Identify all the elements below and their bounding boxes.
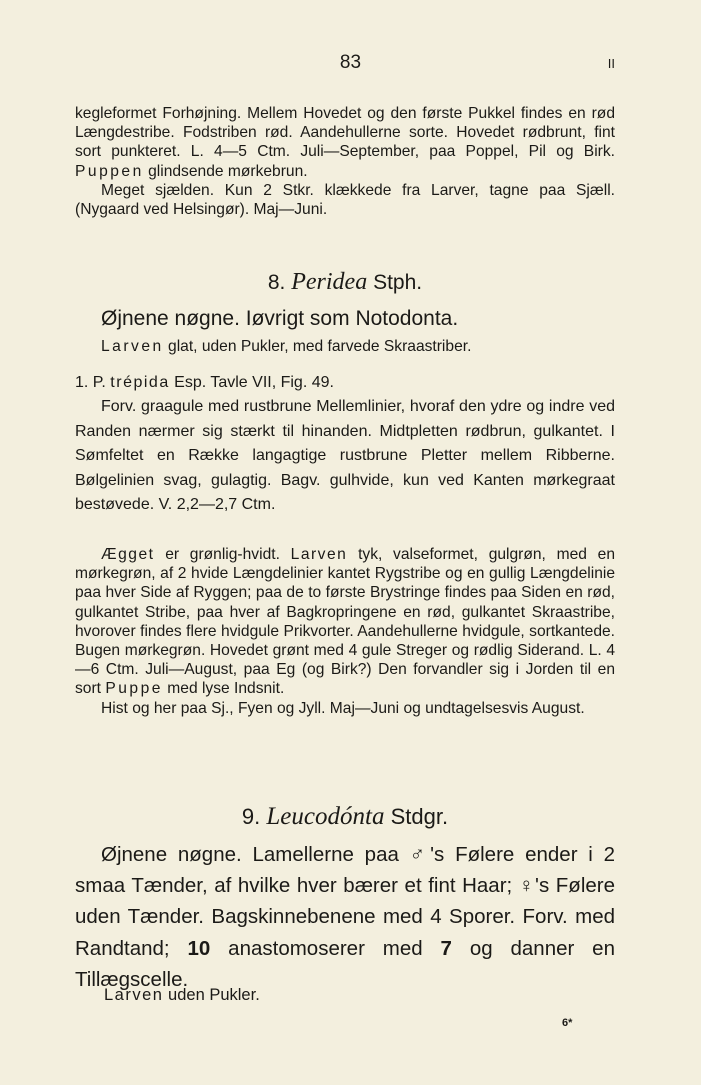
egg-description: er grønlig-hvidt. xyxy=(165,546,280,563)
section-9-heading xyxy=(75,803,615,831)
larva-paragraph xyxy=(75,545,615,699)
sheet-signature: II xyxy=(607,56,615,71)
species-title xyxy=(75,371,615,395)
genus-author-9: Stdgr. xyxy=(390,804,449,829)
larva-term: Larven xyxy=(101,338,164,355)
pupa-term: Puppen xyxy=(75,162,144,180)
egg-term: Ægget xyxy=(101,546,155,563)
section-number: 8. xyxy=(267,271,286,294)
intro-text-end: glindsende mørkebrun. xyxy=(148,162,308,180)
species-number: 1. P. xyxy=(75,374,106,391)
genus-name-9: Leucodónta xyxy=(266,803,385,830)
genus-name: Peridea xyxy=(291,269,368,295)
section-8-larva-line xyxy=(75,337,615,356)
intro-block xyxy=(75,104,615,219)
genus-author: Stph. xyxy=(373,271,423,294)
vein-number-7: 7 xyxy=(440,936,452,960)
intro-text: kegleformet Forhøjning. Mellem Hovedet og den første Pukkel findes en rød Længdestribe. Fodstriben rød. Aandehullerne sorte. Hovedet rødbrunt, fint sort punkteret. L. 4—5 Ctm. Juli—September, paa Poppel, Pil og Birk. xyxy=(75,105,615,161)
female-symbol: ♀ xyxy=(518,874,536,898)
diagnosis-text-a: Øjnene nøgne. Lamellerne paa xyxy=(101,843,399,866)
page-number: 83 xyxy=(339,52,362,73)
larva-term-2: Larven xyxy=(290,546,348,563)
pupa-term-2: Puppe xyxy=(105,680,163,698)
species-name: trépida xyxy=(110,374,170,391)
larva-description-9: uden Pukler. xyxy=(168,986,260,1004)
distribution-note: Hist og her paa Sj., Fyen og Jyll. Maj—Juni og undtagelsesvis August. xyxy=(101,699,585,717)
intro-paragraph xyxy=(75,104,615,181)
pupa-description: med lyse Indsnit. xyxy=(167,680,285,698)
diagnosis-text-e: og danner en Tillægscelle. xyxy=(75,936,615,991)
life-history-block xyxy=(75,545,615,718)
section-9-larva-line xyxy=(75,986,615,1005)
vein-number-10: 10 xyxy=(187,936,211,960)
larva-description: glat, uden Pukler, med farvede Skraastriber. xyxy=(168,338,472,355)
larva-detail: tyk, valseformet, gulgrøn, med en mørkegrøn, af 2 hvide Længdelinier kantet Rygstribe og en gullig Længdelinie paa hver Side af Ryggen; paa de to første Brystringe findes paa Siden en rød, gulkantet Stribe, paa hver af Bagkropringene en rød, gulkantet Skraastribe, hvorover findes flere hvidgule Prikvorter. Aandehullerne hvidgule, sortkantede. Bugen mørkegrøn. Hovedet grønt med 4 gule Streger og rødlig Siderand. L. 4—6 Ctm. Juli—August, paa Eg (og Birk?) Den forvandler sig i Jorden til en sort xyxy=(75,546,616,698)
diagnosis-text-c: 's Følere uden Tænder. Bagskinnebenene med 4 Sporer. Forv. med Randtand; xyxy=(75,874,615,960)
section-9-diagnosis xyxy=(75,839,615,995)
diagnosis-text-d: anastomoserer med xyxy=(228,936,423,960)
section-number-9: 9. xyxy=(241,804,261,829)
species-entry xyxy=(75,371,615,517)
section-8-diagnosis: Øjnene nøgne. Iøvrigt som Notodonta. xyxy=(101,307,459,330)
species-reference: Esp. Tavle VII, Fig. 49. xyxy=(174,374,334,391)
footer-signature: 6* xyxy=(562,1017,573,1029)
wing-description: Forv. graagule med rustbrune Mellemlinier, hvoraf den ydre og indre ved Randen nærmer sig stærkt til hinanden. Midtpletten rødbrun, gulkantet. I Sømfeltet en Række langagtige rustbrune Pletter mellem Ribberne. Bølgelinien svag, gulagtig. Bagv. gulhvide, kun ved Kanten mørkegraat bestøvede. V. 2,2—2,7 Ctm. xyxy=(75,398,615,514)
diagnosis-text-b: 's Følere ender i 2 smaa Tænder, af hvilke hver bærer et fint Haar; xyxy=(75,843,616,898)
larva-term-9: Larven xyxy=(104,986,164,1004)
section-8-heading xyxy=(75,269,615,296)
male-symbol: ♂ xyxy=(409,843,431,866)
intro-note: Meget sjælden. Kun 2 Stkr. klækkede fra Larver, tagne paa Sjæll. (Nygaard ved Helsingør). Maj—Juni. xyxy=(75,181,615,219)
